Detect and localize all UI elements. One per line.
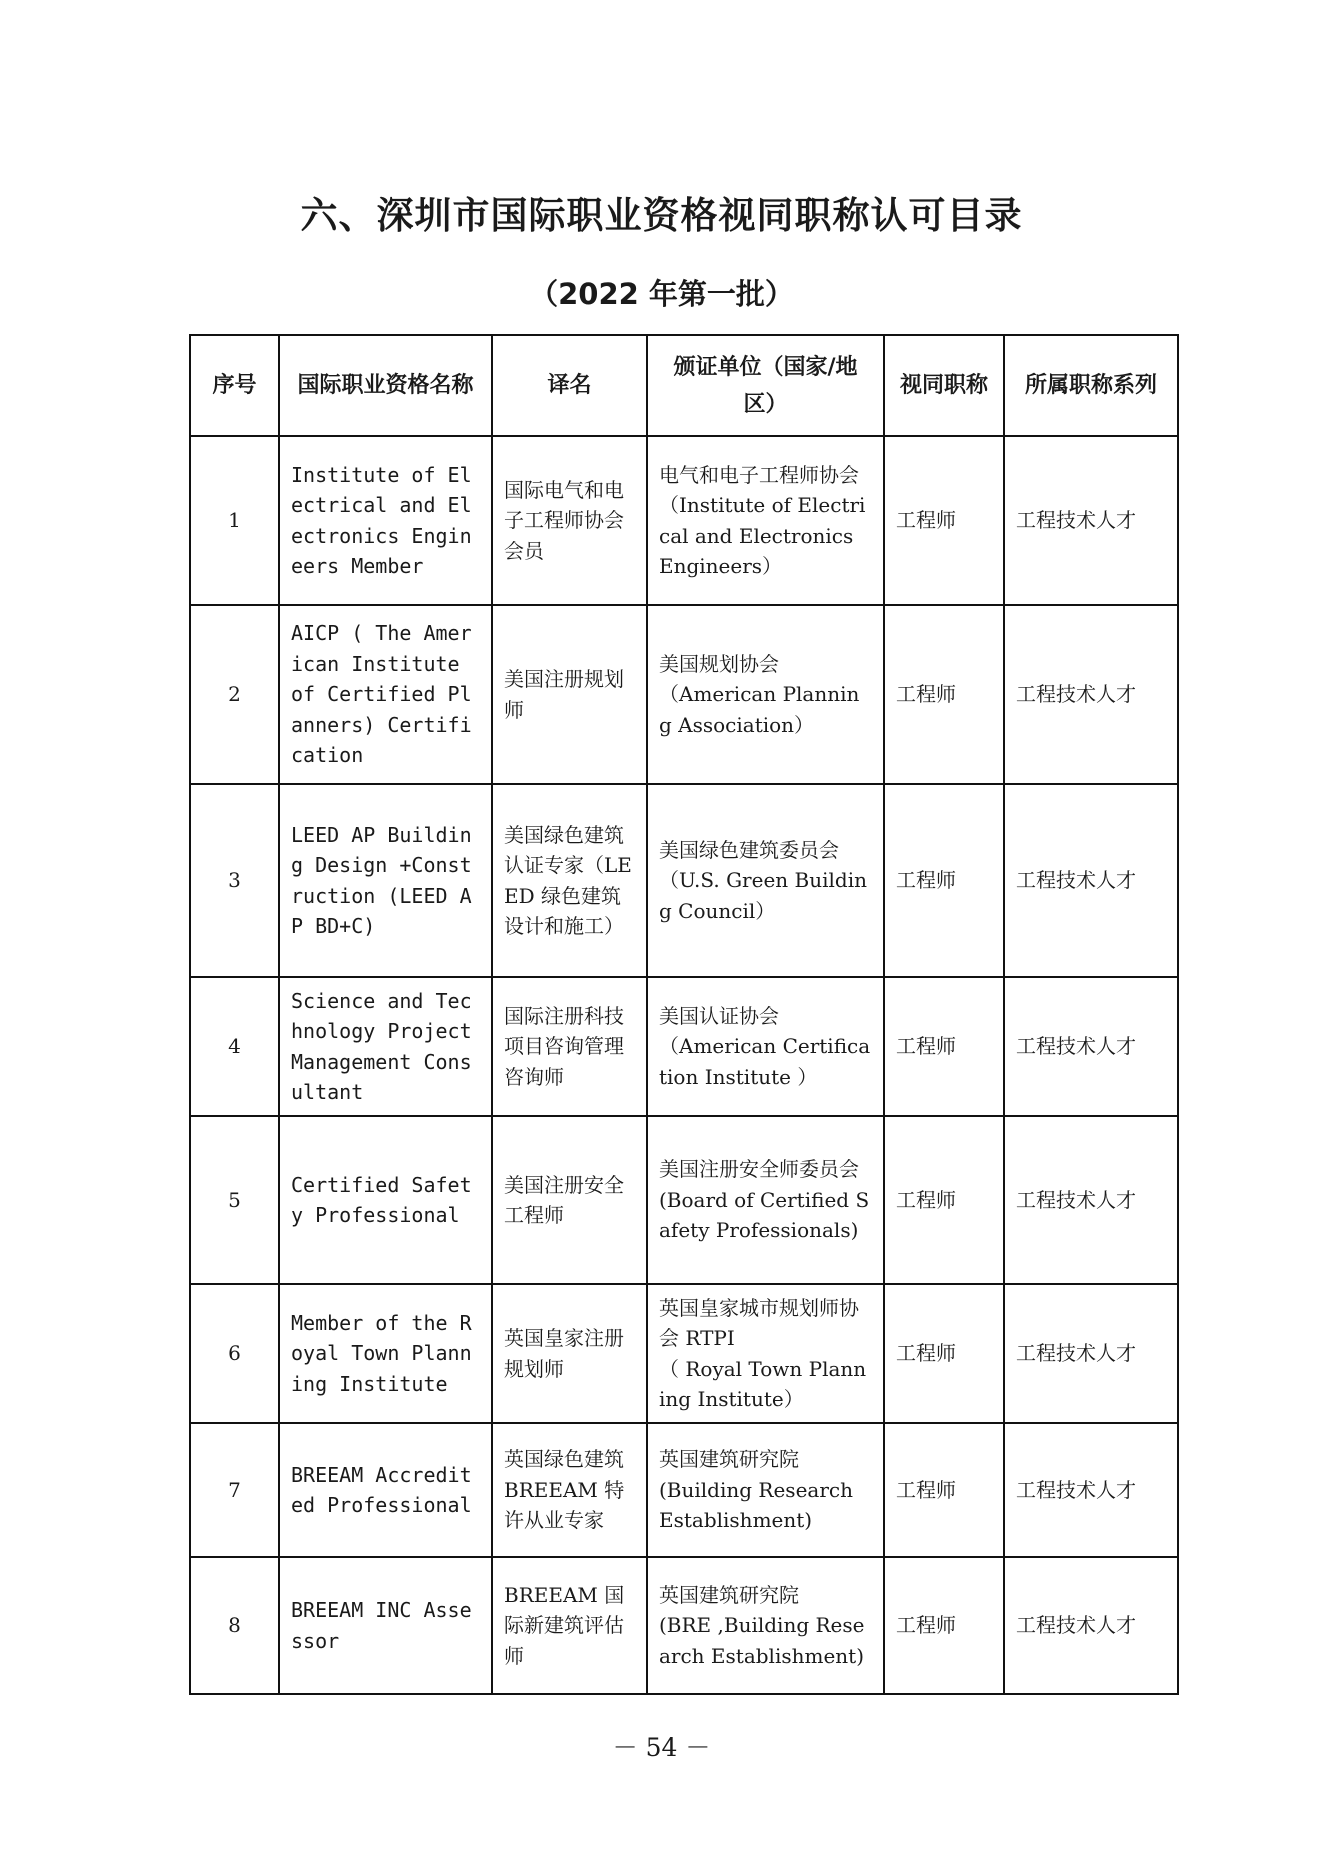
column-header-issuer: 颁证单位（国家/地区） bbox=[647, 335, 884, 436]
page-title: 六、深圳市国际职业资格视同职称认可目录 bbox=[300, 194, 1023, 237]
page-subtitle: （2022 年第一批） bbox=[529, 277, 794, 311]
issuer-en: (Board of Certified Safety Professionals) bbox=[659, 1187, 870, 1243]
issuer-cn: 英国皇家城市规划师协会 RTPI bbox=[659, 1295, 859, 1350]
table-row bbox=[190, 977, 1178, 1116]
issuer-cn: 美国绿色建筑委员会 bbox=[659, 837, 839, 862]
cell-equivalent-title: 工程师 bbox=[884, 436, 1004, 605]
column-header-name: 国际职业资格名称 bbox=[279, 335, 492, 436]
cell-title-series: 工程技术人才 bbox=[1004, 784, 1178, 977]
column-header-series: 所属职称系列 bbox=[1004, 335, 1178, 436]
cell-issuer bbox=[647, 436, 884, 605]
cell-title-series: 工程技术人才 bbox=[1004, 1284, 1178, 1423]
cell-seq: 5 bbox=[190, 1116, 279, 1284]
cell-issuer bbox=[647, 784, 884, 977]
cell-equivalent-title: 工程师 bbox=[884, 605, 1004, 784]
cell-qualification-name: Science and Technology Project Management Consultant bbox=[279, 977, 492, 1116]
cell-qualification-name: Certified Safety Professional bbox=[279, 1116, 492, 1284]
issuer-cn: 英国建筑研究院 bbox=[659, 1582, 799, 1607]
cell-translation: 美国绿色建筑认证专家（LEED 绿色建筑设计和施工） bbox=[492, 784, 647, 977]
issuer-en: （ Royal Town Planning Institute） bbox=[659, 1356, 867, 1411]
table-row bbox=[190, 1116, 1178, 1284]
column-header-title: 视同职称 bbox=[884, 335, 1004, 436]
cell-issuer bbox=[647, 605, 884, 784]
cell-seq: 3 bbox=[190, 784, 279, 977]
cell-equivalent-title: 工程师 bbox=[884, 977, 1004, 1116]
cell-title-series: 工程技术人才 bbox=[1004, 1557, 1178, 1694]
table-row bbox=[190, 784, 1178, 977]
page-number: － 54 － bbox=[612, 1733, 711, 1762]
cell-equivalent-title: 工程师 bbox=[884, 1116, 1004, 1284]
issuer-cn: 美国注册安全师委员会 bbox=[659, 1157, 859, 1182]
table-row bbox=[190, 1284, 1178, 1423]
table-body bbox=[190, 436, 1178, 1694]
issuer-cn: 英国建筑研究院 bbox=[659, 1447, 799, 1472]
cell-translation: 美国注册规划师 bbox=[492, 605, 647, 784]
cell-translation: 国际电气和电子工程师协会会员 bbox=[492, 436, 647, 605]
cell-equivalent-title: 工程师 bbox=[884, 1423, 1004, 1557]
cell-equivalent-title: 工程师 bbox=[884, 1557, 1004, 1694]
cell-qualification-name: BREEAM INC Assessor bbox=[279, 1557, 492, 1694]
issuer-en: （U.S. Green Building Council） bbox=[659, 868, 867, 923]
cell-issuer bbox=[647, 977, 884, 1116]
cell-translation: 国际注册科技项目咨询管理咨询师 bbox=[492, 977, 647, 1116]
cell-seq: 6 bbox=[190, 1284, 279, 1423]
cell-title-series: 工程技术人才 bbox=[1004, 436, 1178, 605]
cell-equivalent-title: 工程师 bbox=[884, 784, 1004, 977]
table-header bbox=[190, 335, 1178, 436]
issuer-cn: 电气和电子工程师协会 bbox=[659, 462, 859, 487]
issuer-en: (BRE ,Building Research Establishment) bbox=[659, 1613, 865, 1668]
table-row bbox=[190, 436, 1178, 605]
cell-seq: 4 bbox=[190, 977, 279, 1116]
table-row bbox=[190, 1423, 1178, 1557]
cell-translation: BREEAM 国际新建筑评估师 bbox=[492, 1557, 647, 1694]
cell-seq: 7 bbox=[190, 1423, 279, 1557]
cell-title-series: 工程技术人才 bbox=[1004, 1116, 1178, 1284]
table-header-row bbox=[190, 335, 1178, 436]
cell-translation: 美国注册安全工程师 bbox=[492, 1116, 647, 1284]
cell-issuer bbox=[647, 1116, 884, 1284]
cell-translation: 英国皇家注册规划师 bbox=[492, 1284, 647, 1423]
cell-translation: 英国绿色建筑 BREEAM 特许从业专家 bbox=[492, 1423, 647, 1557]
qualification-table bbox=[189, 334, 1179, 1695]
cell-qualification-name: AICP ( The American Institute of Certified Planners) Certification bbox=[279, 605, 492, 784]
column-header-seq: 序号 bbox=[190, 335, 279, 436]
issuer-cn: 美国规划协会 bbox=[659, 651, 779, 676]
cell-seq: 1 bbox=[190, 436, 279, 605]
table-row bbox=[190, 1557, 1178, 1694]
cell-title-series: 工程技术人才 bbox=[1004, 977, 1178, 1116]
issuer-en: (Building Research Establishment) bbox=[659, 1477, 853, 1533]
cell-qualification-name: Member of the Royal Town Planning Institute bbox=[279, 1284, 492, 1423]
cell-title-series: 工程技术人才 bbox=[1004, 1423, 1178, 1557]
cell-seq: 2 bbox=[190, 605, 279, 784]
cell-issuer bbox=[647, 1423, 884, 1557]
cell-qualification-name: Institute of Electrical and Electronics Engineers Member bbox=[279, 436, 492, 605]
cell-equivalent-title: 工程师 bbox=[884, 1284, 1004, 1423]
cell-qualification-name: LEED AP Building Design +Construction (LEED AP BD+C) bbox=[279, 784, 492, 977]
cell-issuer bbox=[647, 1284, 884, 1423]
issuer-en: （American Planning Association） bbox=[659, 682, 860, 737]
cell-qualification-name: BREEAM Accredited Professional bbox=[279, 1423, 492, 1557]
issuer-en: （American Certification Institute ） bbox=[659, 1034, 871, 1089]
cell-title-series: 工程技术人才 bbox=[1004, 605, 1178, 784]
issuer-en: （Institute of Electrical and Electronics Engineers） bbox=[659, 493, 866, 578]
column-header-translation: 译名 bbox=[492, 335, 647, 436]
cell-seq: 8 bbox=[190, 1557, 279, 1694]
table-row bbox=[190, 605, 1178, 784]
issuer-cn: 美国认证协会 bbox=[659, 1003, 779, 1028]
cell-issuer bbox=[647, 1557, 884, 1694]
